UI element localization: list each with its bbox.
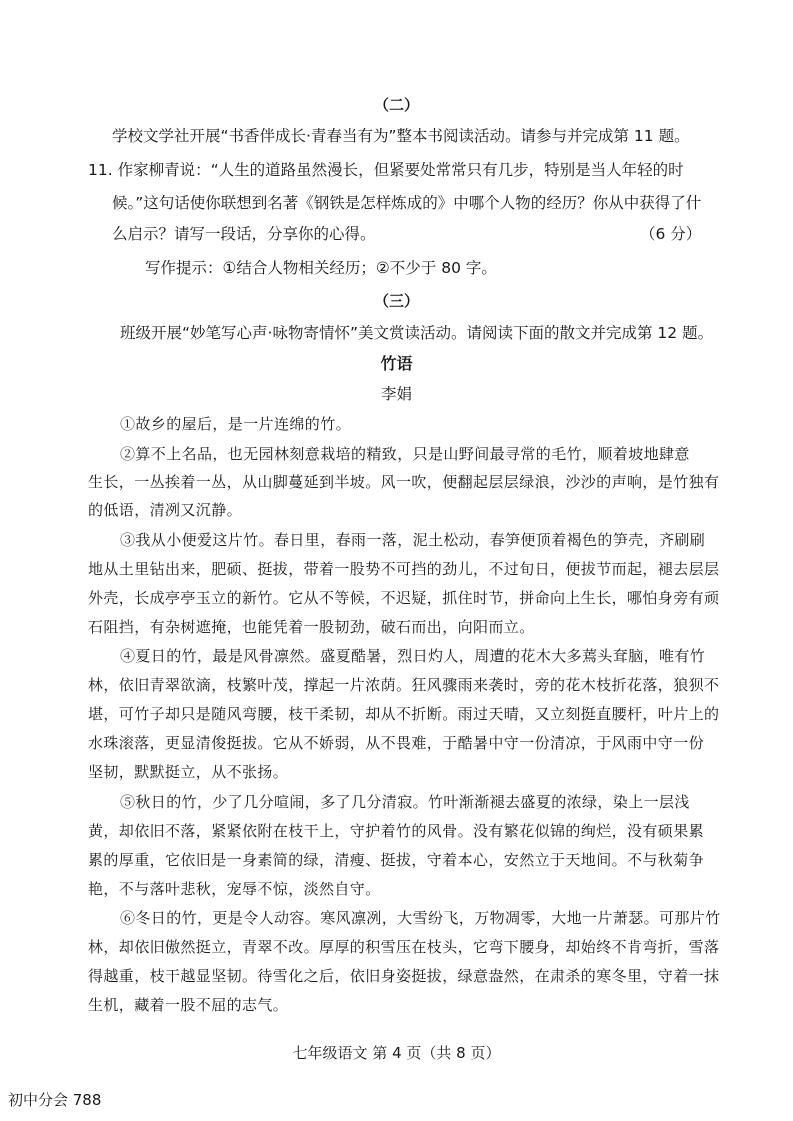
- essay-author: 李娟: [380, 385, 412, 403]
- watermark-label: 初中分会 788: [8, 1091, 102, 1109]
- essay-paragraph-1-line-1: ①故乡的屋后，是一片连绵的竹。: [120, 415, 352, 433]
- essay-paragraph-3-line-2: 地从土里钻出来，肥硕、挺拔，带着一股势不可挡的劲儿，不过旬日，便拔节而起，褪去层层: [88, 560, 720, 578]
- essay-paragraph-5-line-2: 黄，却依旧不落，紧紧依附在枝干上，守护着竹的风骨。没有繁花似锦的绚烂，没有硕果累: [88, 822, 705, 840]
- section-2-heading: （二）: [373, 96, 419, 114]
- essay-paragraph-6-line-4: 生机，藏着一股不屈的志气。: [88, 996, 289, 1014]
- essay-paragraph-6-line-2: 林，却依旧傲然挺立，青翠不改。厚厚的积雪压在枝头，它弯下腰身，却始终不肯弯折，雪落: [88, 938, 720, 956]
- q11-score: （6 分）: [640, 225, 702, 243]
- essay-paragraph-4-line-1: ④夏日的竹，最是风骨凛然。盛夏酷暑，烈日灼人，周遭的花木大多蔫头耷脑，唯有竹: [120, 647, 706, 665]
- q11-line-2: 候。”这句话使你联想到名著《钢铁是怎样炼成的》中哪个人物的经历？你从中获得了什: [112, 194, 702, 212]
- essay-paragraph-2-line-1: ②算不上名品，也无园林刻意栽培的精致，只是山野间最寻常的毛竹，顺着坡地肆意: [120, 445, 690, 463]
- essay-paragraph-4-line-2: 林，依旧青翠欲滴，枝繁叶茂，撑起一片浓荫。狂风骤雨来袭时，旁的花木枝折花落，狼狈不: [88, 676, 720, 694]
- q11-writing-hint: 写作提示：①结合人物相关经历；②不少于 80 字。: [145, 259, 497, 277]
- essay-paragraph-3-line-4: 石阻挡，有杂树遮掩，也能凭着一股韧劲，破石而出，向阳而立。: [88, 618, 535, 636]
- essay-paragraph-6-line-1: ⑥冬日的竹，更是令人动容。寒风凛冽，大雪纷飞，万物凋零，大地一片萧瑟。可那片竹: [120, 909, 721, 927]
- essay-paragraph-5-line-3: 累的厚重，它依旧是一身素简的绿，清瘦、挺拔，守着本心，安然立于天地间。不与秋菊争: [88, 851, 705, 869]
- essay-paragraph-3-line-3: 外壳，长成亭亭玉立的新竹。它从不等候，不迟疑，抓住时节，拼命向上生长，哪怕身旁有顽: [88, 589, 720, 607]
- section-3-intro: 班级开展“妙笔写心声·咏物寄情怀”美文赏读活动。请阅读下面的散文并完成第 12 题。: [120, 324, 714, 342]
- section-3-heading: （三）: [373, 292, 419, 310]
- q11-line-1: 11. 作家柳青说：“人生的道路虽然漫长，但紧要处常常只有几步，特别是当人年轻的时: [88, 161, 684, 179]
- q11-line-3: 么启示？请写一段话，分享你的心得。: [112, 225, 376, 243]
- essay-paragraph-3-line-1: ③我从小便爱这片竹。春日里，春雨一落，泥土松动，春笋便顶着褐色的笋壳，齐刷刷: [120, 531, 706, 549]
- page-number: 七年级语文 第 4 页（共 8 页）: [292, 1044, 501, 1062]
- essay-paragraph-2-line-2: 生长，一丛挨着一丛，从山脚蔓延到半坡。风一吹，便翻起层层绿浪，沙沙的声响，是竹独有: [88, 473, 720, 491]
- essay-paragraph-6-line-3: 得越重，枝干越显坚韧。待雪化之后，依旧身姿挺拔，绿意盎然，在肃杀的寒冬里，守着一抹: [88, 967, 720, 985]
- essay-paragraph-4-line-4: 水珠滚落，更显清俊挺拔。它从不娇弱，从不畏难，于酷暑中守一份清凉，于风雨中守一份: [88, 734, 705, 752]
- essay-paragraph-4-line-5: 坚韧，默默挺立，从不张扬。: [88, 763, 289, 781]
- essay-paragraph-5-line-1: ⑤秋日的竹，少了几分喧闹，多了几分清寂。竹叶渐渐褪去盛夏的浓绿，染上一层浅: [120, 793, 690, 811]
- essay-paragraph-2-line-3: 的低语，清冽又沉静。: [88, 501, 243, 519]
- essay-paragraph-4-line-3: 堪，可竹子却只是随风弯腰，枝干柔韧，却从不折断。雨过天晴，又立刻挺直腰杆，叶片上的: [88, 705, 720, 723]
- section-2-intro: 学校文学社开展“书香伴成长·青春当有为”整本书阅读活动。请参与并完成第 11 题。: [112, 127, 690, 145]
- essay-paragraph-5-line-4: 艳，不与落叶悲秋，宠辱不惊，淡然自守。: [88, 880, 381, 898]
- essay-title: 竹语: [380, 354, 413, 373]
